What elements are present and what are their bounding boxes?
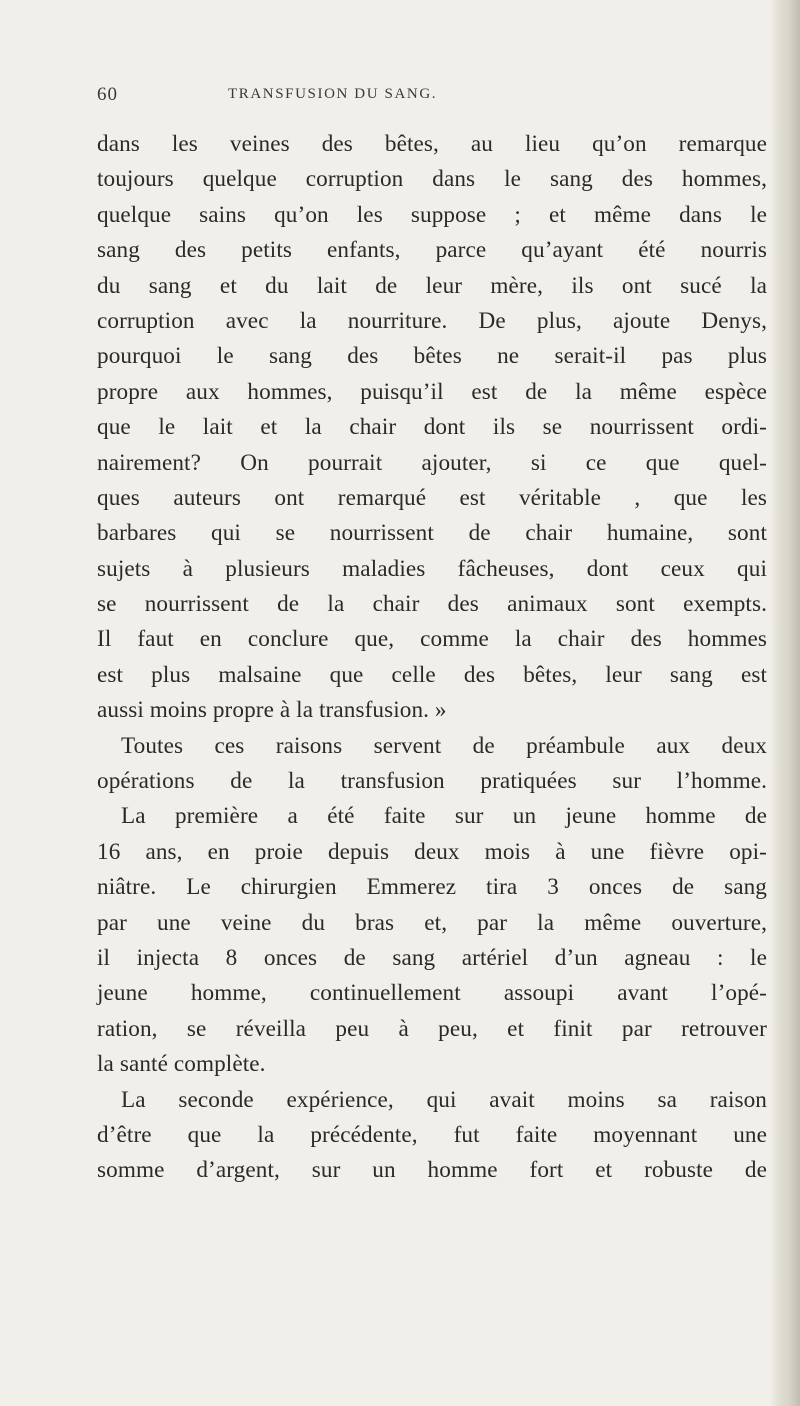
page-edge-shadow <box>770 0 800 1406</box>
text-line: jeune homme, continuellement assoupi avant l’opé- <box>97 980 767 1007</box>
text-line: quelque sains qu’on les suppose ; et même dans le <box>97 201 767 228</box>
body-text <box>97 127 767 1189</box>
text-line: du sang et du lait de leur mère, ils ont sucé la <box>97 272 767 299</box>
text-line: ques auteurs ont remarqué est véritable , que les <box>97 484 767 511</box>
text-line: sujets à plusieurs maladies fâcheuses, dont ceux qui <box>97 555 767 582</box>
running-title: TRANSFUSION DU SANG. <box>228 86 438 102</box>
text-line: se nourrissent de la chair des animaux sont exempts. <box>97 591 767 618</box>
paragraph-start-line: La seconde expérience, qui avait moins sa raison <box>121 1086 767 1113</box>
text-line: opérations de la transfusion pratiquées sur l’homme. <box>97 768 767 795</box>
text-line: la santé complète. <box>97 1051 266 1078</box>
text-line: aussi moins propre à la transfusion. » <box>97 697 447 724</box>
text-line: propre aux hommes, puisqu’il est de la même espèce <box>97 378 767 405</box>
text-line: toujours quelque corruption dans le sang des hommes, <box>97 166 767 193</box>
text-line: pourquoi le sang des bêtes ne serait-il pas plus <box>97 343 767 370</box>
text-line: ration, se réveilla peu à peu, et finit par retrouver <box>97 1015 767 1042</box>
text-line: que le lait et la chair dont ils se nourrissent ordi- <box>97 414 767 441</box>
text-line: d’être que la précédente, fut faite moyennant une <box>97 1121 767 1148</box>
text-line: nairement? On pourrait ajouter, si ce que quel- <box>97 449 767 476</box>
text-line: corruption avec la nourriture. De plus, ajoute Denys, <box>97 307 767 334</box>
text-line: dans les veines des bêtes, au lieu qu’on remarque <box>97 131 767 157</box>
text-line: somme d’argent, sur un homme fort et robuste de <box>97 1157 767 1184</box>
text-line: par une veine du bras et, par la même ouverture, <box>97 909 767 936</box>
text-line: niâtre. Le chirurgien Emmerez tira 3 onces de sang <box>97 874 767 901</box>
text-line: 16 ans, en proie depuis deux mois à une fièvre opi- <box>97 838 767 865</box>
text-line: est plus malsaine que celle des bêtes, leur sang est <box>97 661 767 688</box>
page-number: 60 <box>97 84 118 105</box>
text-line: sang des petits enfants, parce qu’ayant été nourris <box>97 237 767 264</box>
paragraph-start-line: La première a été faite sur un jeune homme de <box>121 803 767 830</box>
running-head <box>97 84 737 108</box>
text-line: barbares qui se nourrissent de chair humaine, sont <box>97 520 767 547</box>
text-line: Il faut en conclure que, comme la chair des hommes <box>97 626 767 653</box>
text-line: il injecta 8 onces de sang artériel d’un agneau : le <box>97 944 767 971</box>
paragraph-start-line: Toutes ces raisons servent de préambule aux deux <box>121 732 767 759</box>
